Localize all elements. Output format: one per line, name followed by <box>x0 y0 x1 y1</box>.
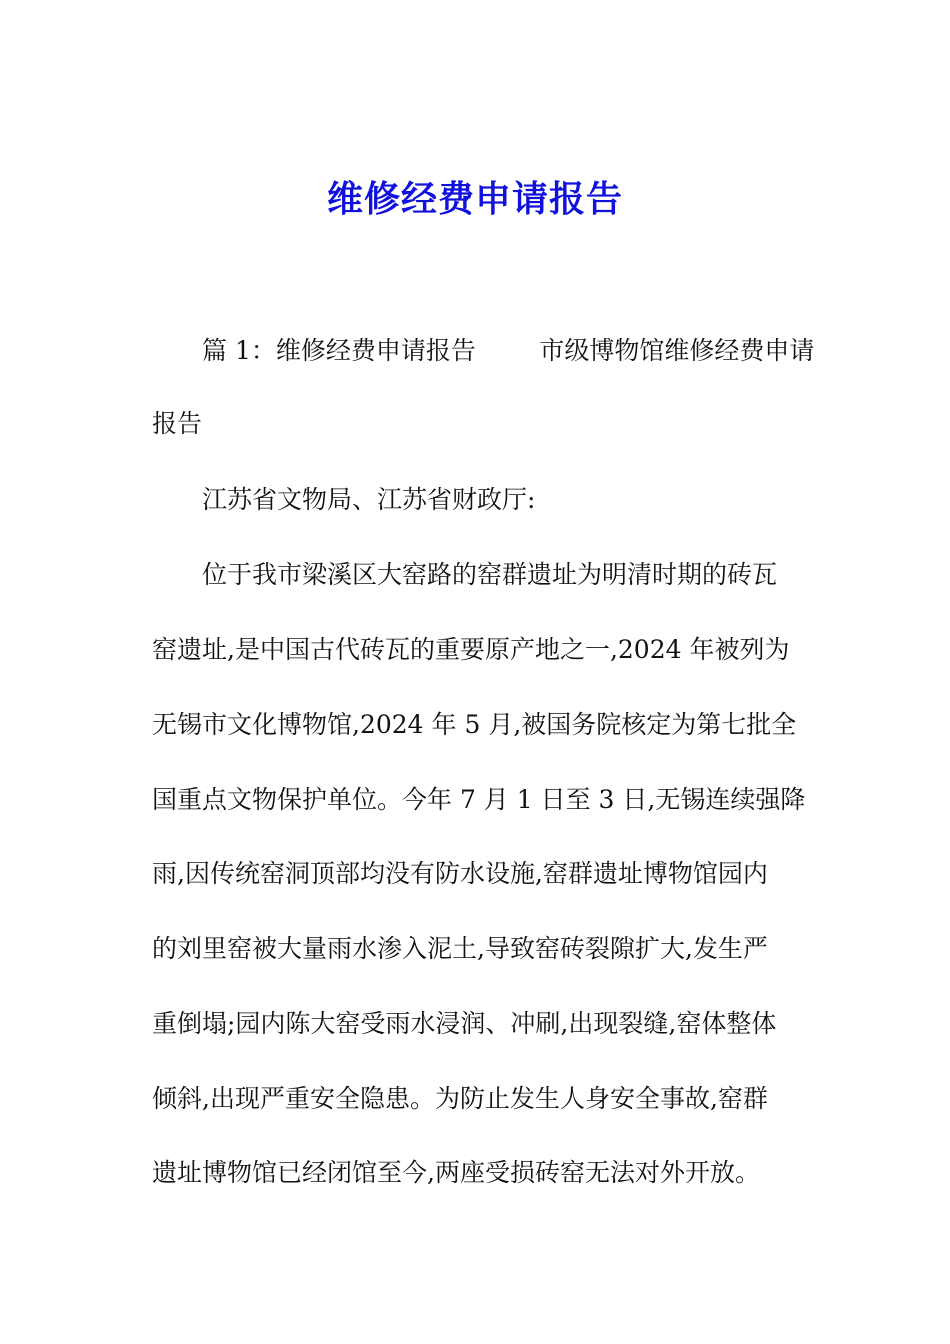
document-title: 维修经费申请报告 <box>326 179 623 220</box>
paragraph-line: 遗址博物馆已经闭馆至今,两座受损砖窑无法对外开放。 <box>152 1158 760 1187</box>
paragraph-line: 窑遗址,是中国古代砖瓦的重要原产地之一,2024 年被列为 <box>152 635 790 664</box>
paragraph-line: 的刘里窑被大量雨水渗入泥土,导致窑砖裂隙扩大,发生严 <box>152 934 768 963</box>
heading-line-2: 报告 <box>152 409 203 438</box>
paragraph-line: 倾斜,出现严重安全隐患。为防止发生人身安全事故,窑群 <box>152 1084 768 1113</box>
heading-line-1: 篇 1：维修经费申请报告 市级博物馆维修经费申请 <box>202 336 815 365</box>
paragraph-line: 位于我市梁溪区大窑路的窑群遗址为明清时期的砖瓦 <box>202 560 778 589</box>
paragraph-line: 国重点文物保护单位。今年 7 月 1 日至 3 日,无锡连续强降 <box>152 785 806 814</box>
paragraph-line: 无锡市文化博物馆,2024 年 5 月,被国务院核定为第七批全 <box>152 710 797 739</box>
paragraph-line: 重倒塌;园内陈大窑受雨水浸润、冲刷,出现裂缝,窑体整体 <box>152 1009 777 1038</box>
salutation: 江苏省文物局、江苏省财政厅: <box>202 485 536 514</box>
paragraph-line: 雨,因传统窑洞顶部均没有防水设施,窑群遗址博物馆园内 <box>152 859 768 888</box>
